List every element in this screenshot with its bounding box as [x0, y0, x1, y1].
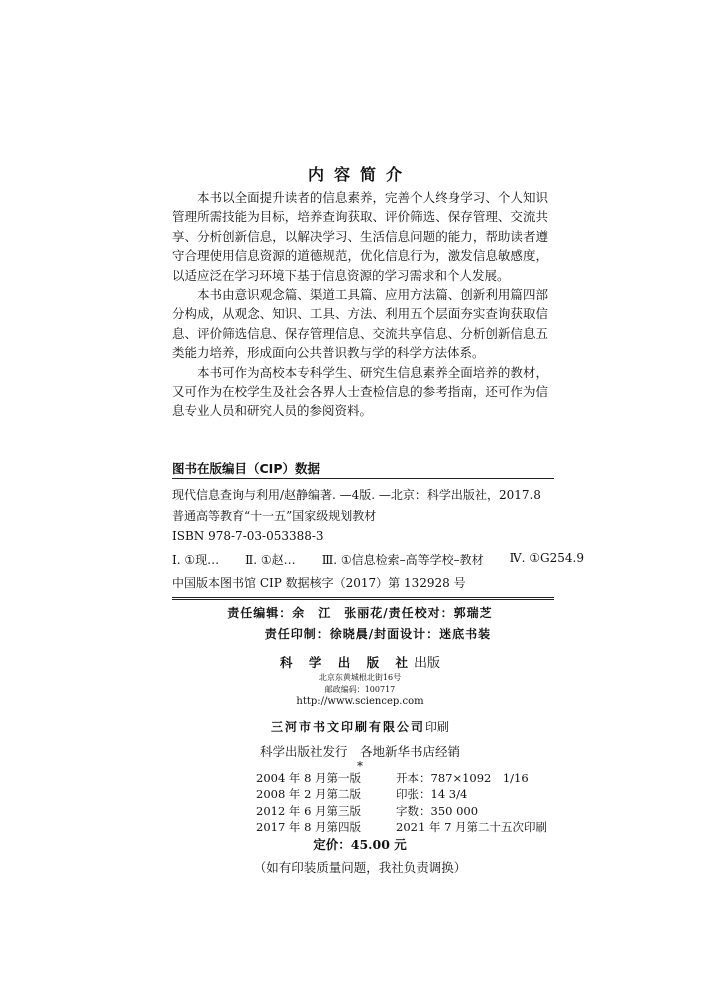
printer-name: 三河市书文印刷有限公司	[270, 720, 425, 734]
spec-item: 印张：14 3/4	[396, 787, 468, 802]
distribution-line: 科学出版社发行 各地新华书店经销	[259, 744, 460, 759]
cip-class-item: Ⅲ. ①信息检索–高等学校–教材	[321, 553, 484, 567]
editor-credits: 责任编辑：余 江 张丽花/责任校对：郭瑞芝	[227, 606, 493, 620]
publisher-suffix: 出版	[413, 656, 440, 671]
edition-history	[256, 770, 361, 835]
cip-series: 普通高等教育“十一五”国家级规划教材	[172, 509, 377, 523]
summary-paragraph: 本书以全面提升读者的信息素养，完善个人终身学习、个人知识管理所需技能为目标，培养查询获取、评价筛选、保存管理、交流共享、分析创新信息，以解决学习、生活信息问题的能力，帮助读者遵守合理使用信息资源的道德规范，优化信息行为，激发信息敏感度，以适应泛在学习环境下基于信息资源的学习需求和个人发展。	[172, 190, 548, 283]
edition-item: 2017 年 8 月第四版	[256, 819, 362, 834]
summary-title: 内容简介	[307, 165, 412, 184]
cip-bottom-rule-double	[172, 599, 554, 600]
edition-item: 2004 年 8 月第一版	[256, 771, 362, 785]
cip-class-item: Ⅳ. ①G254.9	[509, 551, 584, 565]
printer-line	[0, 718, 720, 735]
cip-book-line: 现代信息查询与利用/赵静编著. —4版. —北京：科学出版社，2017.8	[172, 488, 541, 502]
edition-item: 2008 年 2 月第二版	[256, 787, 362, 802]
price: 定价：45.00 元	[313, 837, 407, 852]
spec-item: 字数：350 000	[396, 803, 479, 818]
cip-class-item: Ⅰ. ①现…	[172, 553, 220, 567]
quality-note: （如有印装质量问题，我社负责调换）	[253, 860, 467, 875]
cip-heading: 图书在版编目（CIP）数据	[172, 461, 320, 476]
publisher-line	[0, 652, 720, 671]
summary-paragraph: 本书由意识观念篇、渠道工具篇、应用方法篇、创新利用篇四部分构成，从观念、知识、工具、方法、利用五个层面夯实查询获取信息、评价筛选信息、保存管理信息、交流共享信息、分析创新信息五类能力培养，形成面向公共普识教与学的科学方法体系。	[172, 287, 548, 361]
publisher-website: http://www.sciencep.com	[296, 696, 424, 707]
summary-paragraph: 本书可作为高校本专科学生、研究生信息素养全面培养的教材，又可作为在校学生及社会各界人士查检信息的参考指南，还可作为信息专业人员和研究人员的参阅资料。	[172, 364, 548, 419]
publisher-postcode: 邮政编码：100717	[324, 685, 396, 694]
spec-item: 开本：787×1092 1/16	[396, 771, 529, 785]
cip-record: 中国版本图书馆 CIP 数据核字（2017）第 132928 号	[172, 576, 466, 590]
edition-item: 2012 年 6 月第三版	[256, 803, 362, 818]
cip-isbn: ISBN 978-7-03-053388-3	[172, 529, 324, 543]
cip-top-rule	[172, 478, 554, 479]
printing-credits: 责任印制：徐晓晨/封面设计：迷底书装	[264, 627, 492, 641]
summary-body	[172, 188, 548, 421]
cip-class-item: Ⅱ. ①赵…	[245, 553, 296, 567]
spec-item: 2021 年 7 月第二十五次印刷	[396, 819, 548, 834]
printer-suffix: 印刷	[425, 720, 450, 734]
publisher-name: 科 学 出 版 社	[280, 655, 414, 670]
separator-star: *	[357, 759, 363, 773]
cip-classification	[172, 551, 584, 568]
publisher-address: 北京东黄城根北街16号	[318, 673, 402, 682]
print-specs	[396, 770, 547, 835]
